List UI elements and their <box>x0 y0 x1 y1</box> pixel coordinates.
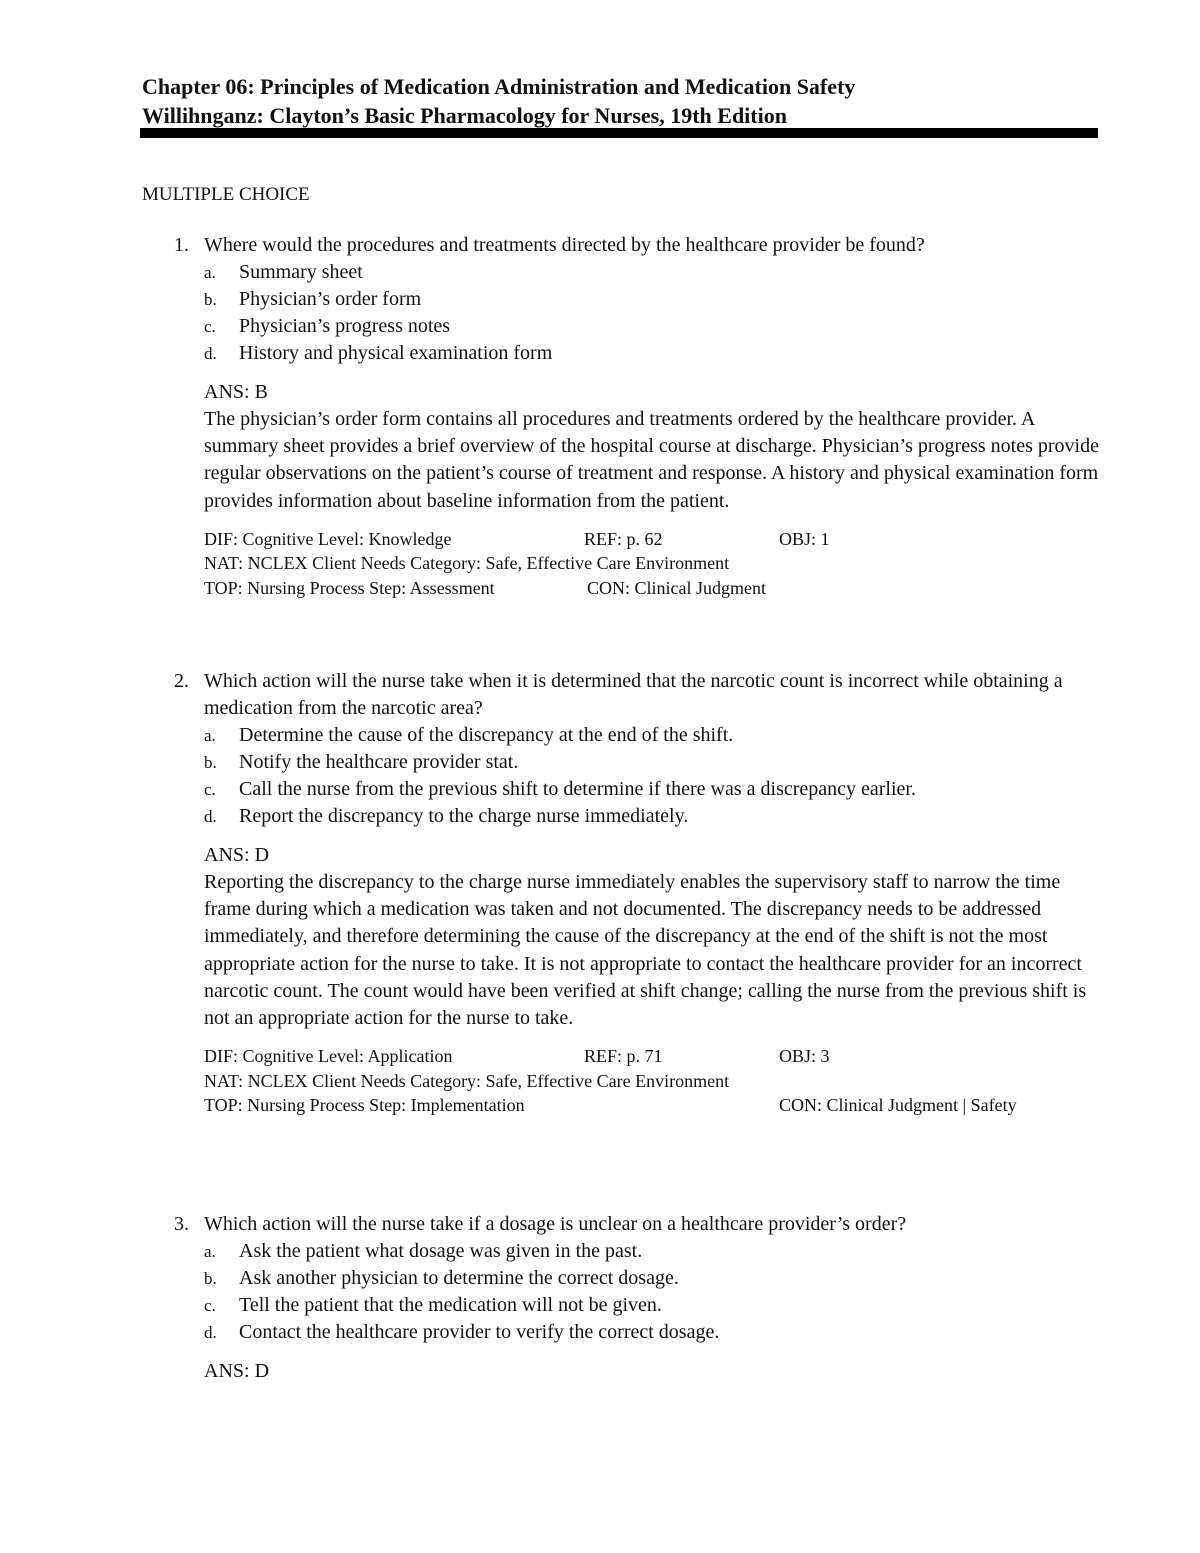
question-number: 1. <box>174 234 189 256</box>
option-b <box>142 286 1102 313</box>
question-text: Where would the procedures and treatments directed by the healthcare provider be found? <box>204 234 925 256</box>
option-text: Call the nurse from the previous shift to determine if there was a discrepancy earlier. <box>239 778 916 800</box>
difficulty: DIF: Cognitive Level: Application <box>204 1046 453 1067</box>
option-letter: d. <box>204 344 217 363</box>
option-text: Determine the cause of the discrepancy at the end of the shift. <box>239 724 734 746</box>
question-text: Which action will the nurse take when it is determined that the narcotic count is incorrect while obtaining a medication from the narcotic area? <box>204 670 1063 719</box>
header-rule <box>140 128 1098 138</box>
option-d <box>142 1319 1102 1346</box>
option-text: Ask another physician to determine the correct dosage. <box>239 1267 679 1289</box>
reference: REF: p. 71 <box>584 1046 663 1067</box>
option-letter: a. <box>204 263 216 282</box>
option-letter: c. <box>204 1296 216 1315</box>
nclex-category: NAT: NCLEX Client Needs Category: Safe, Effective Care Environment <box>204 553 730 574</box>
option-letter: a. <box>204 726 216 745</box>
topic: TOP: Nursing Process Step: Assessment <box>204 577 495 598</box>
option-a <box>142 1238 1102 1265</box>
section-heading: MULTIPLE CHOICE <box>142 184 310 205</box>
question-metadata <box>142 527 1102 601</box>
option-letter: b. <box>204 753 217 772</box>
option-c <box>142 1292 1102 1319</box>
question-stem <box>142 668 1102 722</box>
option-letter: a. <box>204 1242 216 1261</box>
option-c <box>142 313 1102 340</box>
option-list <box>142 259 1102 367</box>
option-a <box>142 722 1102 749</box>
rationale: The physician’s order form contains all procedures and treatments ordered by the healthcare provider. A summary sheet provides a brief overview of the hospital course at discharge. Physician’s progress notes provide regular observations on the patient’s course of treatment and response. A history and physical examination form provides information about baseline information from the patient. <box>204 408 1099 512</box>
option-text: Physician’s order form <box>239 288 422 310</box>
option-text: Physician’s progress notes <box>239 315 451 337</box>
question-text: Which action will the nurse take if a dosage is unclear on a healthcare provider’s order? <box>204 1213 907 1235</box>
option-d <box>142 803 1102 830</box>
question-number: 3. <box>174 1213 189 1235</box>
option-letter: c. <box>204 317 216 336</box>
option-text: Ask the patient what dosage was given in the past. <box>239 1240 643 1262</box>
question-number: 2. <box>174 670 189 692</box>
book-title: Willihnganz: Clayton’s Basic Pharmacology for Nurses, 19th Edition <box>142 103 787 128</box>
answer: ANS: D <box>204 1360 270 1382</box>
option-letter: d. <box>204 1323 217 1342</box>
answer: ANS: D <box>204 844 270 866</box>
option-text: Report the discrepancy to the charge nurse immediately. <box>239 805 689 827</box>
question-stem <box>142 232 1102 259</box>
option-list <box>142 1238 1102 1346</box>
option-letter: b. <box>204 290 217 309</box>
question-3 <box>142 1211 1102 1385</box>
objective: OBJ: 3 <box>779 1046 830 1067</box>
option-text: Notify the healthcare provider stat. <box>239 751 519 773</box>
topic: TOP: Nursing Process Step: Implementation <box>204 1095 525 1116</box>
option-b <box>142 749 1102 776</box>
nclex-category: NAT: NCLEX Client Needs Category: Safe, Effective Care Environment <box>204 1070 730 1091</box>
option-b <box>142 1265 1102 1292</box>
option-d <box>142 340 1102 367</box>
reference: REF: p. 62 <box>584 528 663 549</box>
question-1 <box>142 232 1102 600</box>
chapter-title: Chapter 06: Principles of Medication Administration and Medication Safety <box>142 74 856 99</box>
option-text: History and physical examination form <box>239 342 553 364</box>
question-stem <box>142 1211 1102 1238</box>
option-list <box>142 722 1102 830</box>
option-text: Tell the patient that the medication will not be given. <box>239 1294 662 1316</box>
option-c <box>142 776 1102 803</box>
objective: OBJ: 1 <box>779 528 830 549</box>
answer: ANS: B <box>204 381 268 403</box>
option-letter: d. <box>204 807 217 826</box>
option-a <box>142 259 1102 286</box>
question-metadata <box>142 1044 1102 1118</box>
option-text: Contact the healthcare provider to verify the correct dosage. <box>239 1321 720 1343</box>
option-text: Summary sheet <box>239 261 363 283</box>
difficulty: DIF: Cognitive Level: Knowledge <box>204 528 452 549</box>
concept: CON: Clinical Judgment | Safety <box>779 1095 1017 1116</box>
question-2 <box>142 668 1102 1118</box>
concept: CON: Clinical Judgment <box>587 577 766 598</box>
option-letter: b. <box>204 1269 217 1288</box>
rationale: Reporting the discrepancy to the charge nurse immediately enables the supervisory staff to narrow the time frame during which a medication was taken and not documented. The discrepancy needs to be addressed immediately, and therefore determining the cause of the discrepancy at the end of the shift is not the most appropriate action for the nurse to take. It is not appropriate to contact the healthcare provider for an incorrect narcotic count. The count would have been verified at shift change; calling the nurse from the previous shift is not an appropriate action for the nurse to take. <box>204 871 1087 1030</box>
option-letter: c. <box>204 780 216 799</box>
